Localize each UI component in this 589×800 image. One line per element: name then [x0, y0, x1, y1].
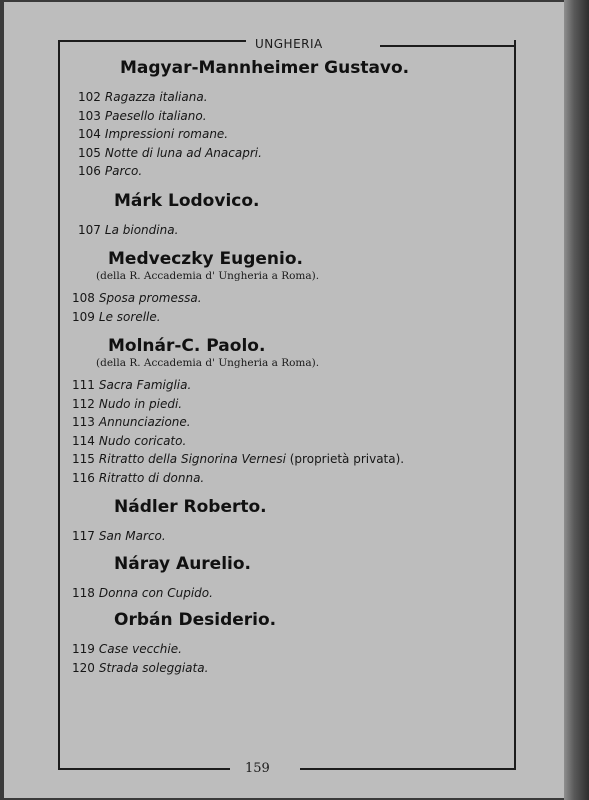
- work-title: Sposa promessa.: [98, 291, 202, 305]
- work-item: [78, 88, 508, 107]
- work-title: Notte di luna ad Anacapri.: [104, 145, 262, 160]
- work-number: 118: [72, 585, 95, 600]
- work-item: [78, 221, 508, 240]
- page-edge: [564, 0, 589, 800]
- artist-entry: [114, 610, 508, 630]
- frame-top-rule-right: [380, 45, 516, 47]
- work-number: 111: [72, 378, 95, 392]
- artist-entry: [114, 497, 508, 517]
- work-item: [72, 469, 508, 488]
- works-list: [72, 527, 508, 546]
- artist-name: Náray Aurelio.: [114, 553, 251, 574]
- work-item: [72, 289, 508, 308]
- work-number: 119: [72, 642, 95, 656]
- work-number: 120: [72, 660, 95, 675]
- work-title: Ritratto di donna.: [98, 470, 205, 485]
- artist-name: Magyar-Mannheimer Gustavo.: [120, 58, 410, 78]
- work-item: [72, 450, 508, 469]
- work-title: Le sorelle.: [98, 309, 161, 324]
- works-list: [72, 289, 508, 326]
- artist-name: Molnár-C. Paolo.: [108, 336, 266, 356]
- artist-name: Nádler Roberto.: [114, 497, 267, 517]
- work-title: Impressioni romane.: [104, 127, 229, 141]
- work-item: [72, 584, 508, 603]
- work-item: [78, 125, 508, 144]
- catalogue-list: [72, 58, 508, 677]
- works-list: [78, 88, 508, 181]
- works-list: [78, 221, 508, 240]
- works-list: [72, 640, 508, 677]
- work-title: Paesello italiano.: [104, 108, 207, 123]
- work-number: 112: [72, 396, 95, 411]
- artist-affiliation: (della R. Accademia d' Ungheria a Roma).: [96, 270, 320, 282]
- work-item: [72, 432, 508, 451]
- work-number: 117: [72, 529, 95, 543]
- work-item: [72, 413, 508, 432]
- work-item: [78, 107, 508, 126]
- work-title: San Marco.: [98, 529, 166, 543]
- artist-entry: [114, 191, 508, 211]
- work-title: Nudo coricato.: [98, 433, 187, 448]
- artist-entry: [114, 554, 508, 574]
- work-title: Ritratto della Signorina Vernesi: [98, 452, 286, 466]
- work-number: 108: [72, 291, 95, 305]
- page-number: 159: [245, 761, 270, 776]
- frame-top-rule-left: [58, 40, 246, 42]
- artist-entry: [120, 58, 508, 78]
- work-item: [72, 376, 508, 395]
- work-item: [78, 144, 508, 163]
- work-number: 103: [78, 108, 101, 123]
- works-list: [72, 376, 508, 487]
- work-number: 105: [78, 145, 101, 160]
- work-number: 104: [78, 127, 101, 141]
- work-item: [72, 527, 508, 546]
- artist-name: Márk Lodovico.: [114, 190, 260, 211]
- work-title: Case vecchie.: [98, 642, 182, 656]
- work-item: [72, 659, 508, 678]
- work-ownership-note: (proprietà privata).: [285, 452, 405, 466]
- artist-name: Orbán Desiderio.: [114, 610, 277, 630]
- work-number: 109: [72, 309, 95, 324]
- work-title: La biondina.: [104, 222, 179, 237]
- work-title: Annunciazione.: [98, 415, 191, 429]
- work-number: 113: [72, 415, 95, 429]
- running-header: UNGHERIA: [255, 37, 323, 51]
- work-title: Nudo in piedi.: [98, 396, 183, 411]
- artist-affiliation: (della R. Accademia d' Ungheria a Roma).: [96, 357, 320, 369]
- work-number: 114: [72, 433, 95, 448]
- work-title: Strada soleggiata.: [98, 660, 209, 675]
- work-title: Donna con Cupido.: [98, 585, 213, 600]
- work-number: 115: [72, 452, 95, 466]
- work-item: [72, 640, 508, 659]
- work-title: Parco.: [104, 164, 143, 178]
- work-title: Sacra Famiglia.: [98, 378, 192, 392]
- work-title: Ragazza italiana.: [104, 90, 208, 104]
- artist-entry: [96, 336, 508, 370]
- artist-name: Medveczky Eugenio.: [108, 249, 303, 269]
- work-item: [78, 162, 508, 181]
- work-number: 116: [72, 470, 95, 485]
- works-list: [72, 584, 508, 603]
- work-item: [72, 308, 508, 327]
- work-number: 107: [78, 222, 101, 237]
- work-number: 102: [78, 90, 101, 104]
- work-number: 106: [78, 164, 101, 178]
- work-item: [72, 395, 508, 414]
- artist-entry: [96, 249, 508, 283]
